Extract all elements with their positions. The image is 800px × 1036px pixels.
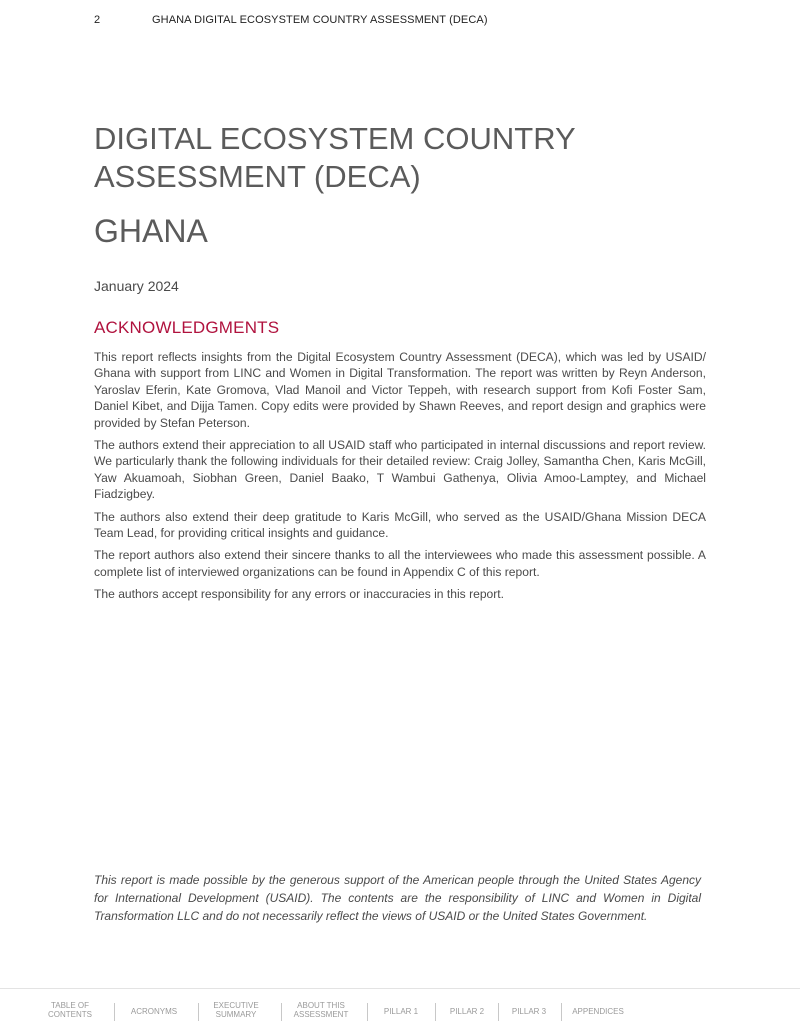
nav-label: ASSESSMENT bbox=[293, 1010, 349, 1019]
paragraph: The authors extend their appreciation to all USAID staff who participated in internal discussions and report review. We particularly thank the following individuals for their detailed review: Craig Jolley, Samantha Chen, Karis McGill, Yaw Akuamoah, Siobhan Green, Daniel Baako, T Wambui Gathenya, Olivia Amoo-Lamptey, and Michael Fiadzigbey. bbox=[94, 438, 706, 502]
paragraph: The authors accept responsibility for any errors or inaccuracies in this report. bbox=[94, 587, 505, 602]
nav-divider bbox=[498, 1003, 499, 1021]
nav-about-this-assessment[interactable] bbox=[288, 1001, 354, 1019]
nav-label: APPENDICES bbox=[572, 1007, 624, 1016]
acknowledgments-heading: ACKNOWLEDGMENTS bbox=[94, 318, 280, 337]
footer-navigation bbox=[0, 988, 800, 1036]
nav-label: CONTENTS bbox=[48, 1010, 92, 1019]
nav-divider bbox=[435, 1003, 436, 1021]
nav-divider bbox=[367, 1003, 368, 1021]
nav-appendices[interactable] bbox=[566, 1007, 630, 1016]
nav-executive-summary[interactable] bbox=[205, 1001, 267, 1019]
acknowledgments-body bbox=[94, 349, 706, 609]
nav-label: PILLAR 3 bbox=[511, 1007, 547, 1016]
running-title: GHANA DIGITAL ECOSYSTEM COUNTRY ASSESSMENT (DECA) bbox=[152, 14, 488, 26]
nav-divider bbox=[281, 1003, 282, 1021]
document-title: DIGITAL ECOSYSTEM COUNTRY ASSESSMENT (DECA) bbox=[94, 121, 576, 194]
nav-divider bbox=[198, 1003, 199, 1021]
usaid-disclaimer: This report is made possible by the generous support of the American people through the United States Agency for International Development (USAID). The contents are the responsibility of LINC and Women in Digital Transformation LLC and do not necessarily reflect the views of USAID or the United States Government. bbox=[94, 873, 701, 923]
paragraph: The authors also extend their deep gratitude to Karis McGill, who served as the USAID/Ghana Mission DECA Team Lead, for providing critical insights and guidance. bbox=[94, 509, 706, 541]
nav-label: SUMMARY bbox=[215, 1010, 257, 1019]
nav-label: ACRONYMS bbox=[130, 1007, 178, 1016]
paragraph: The report authors also extend their sincere thanks to all the interviewees who made this assessment possible. A complete list of interviewed organizations can be found in Appendix C of this report. bbox=[94, 548, 706, 579]
nav-label: PILLAR 2 bbox=[449, 1007, 485, 1016]
nav-table-of-contents[interactable] bbox=[40, 1001, 100, 1019]
nav-label: ABOUT THIS bbox=[297, 1001, 345, 1010]
nav-label: PILLAR 1 bbox=[383, 1007, 419, 1016]
page-number: 2 bbox=[94, 14, 101, 26]
nav-divider bbox=[114, 1003, 115, 1021]
nav-pillar-2[interactable] bbox=[441, 1007, 493, 1016]
nav-acronyms[interactable] bbox=[124, 1007, 184, 1016]
nav-label: EXECUTIVE bbox=[213, 1001, 259, 1010]
nav-label: TABLE OF bbox=[50, 1001, 90, 1010]
paragraph: This report reflects insights from the Digital Ecosystem Country Assessment (DECA), which was led by USAID/ Ghana with support from LINC and Women in Digital Transformation. The report was written by Reyn Anderson, Yaroslav Eferin, Kate Gromova, Vlad Manoil and Victor Teppeh, with research support from Kofi Foster Sam, Daniel Kibet, and Dijja Tamen. Copy edits were provided by Shawn Reeves, and report design and graphics were provided by Stefan Peterson. bbox=[94, 350, 706, 430]
nav-pillar-3[interactable] bbox=[503, 1007, 555, 1016]
publication-date: January 2024 bbox=[94, 278, 179, 294]
nav-divider bbox=[561, 1003, 562, 1021]
nav-pillar-1[interactable] bbox=[375, 1007, 427, 1016]
country-name: GHANA bbox=[94, 213, 208, 249]
